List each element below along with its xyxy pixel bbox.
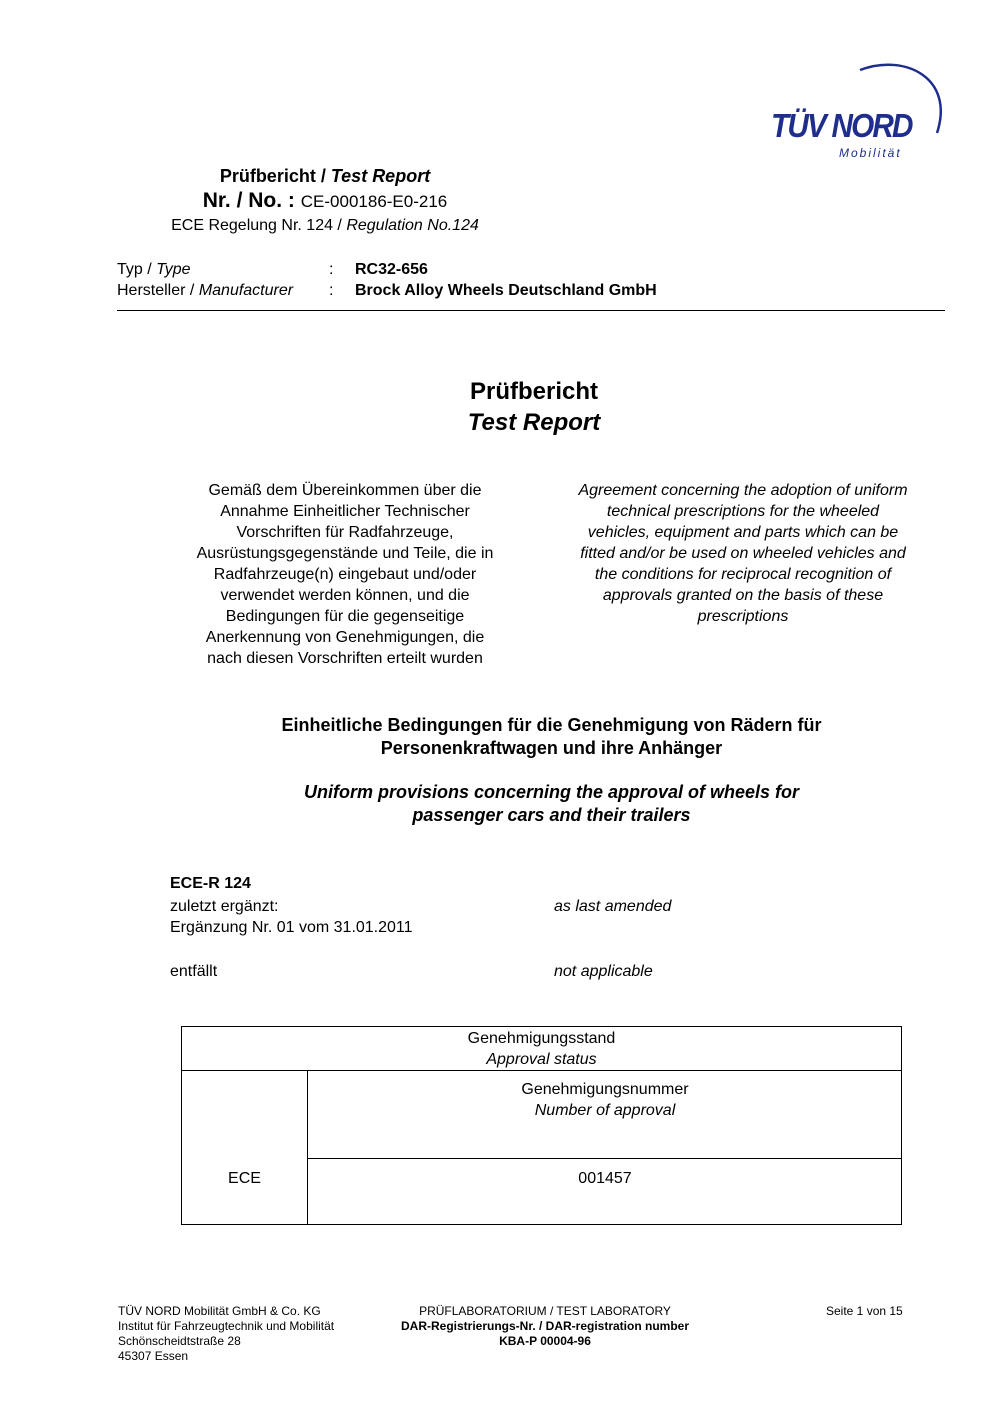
table-header: Genehmigungsstand Approval status [467, 1030, 616, 1068]
not-applicable-de: entfällt [170, 963, 218, 980]
report-number: Nr. / No. : CE-000186-E0-216 [202, 189, 448, 212]
type-value: RC32-656 [355, 261, 428, 278]
logo-subtitle: Mobilität [839, 146, 902, 160]
report-header [110, 164, 540, 237]
amended-label-en: as last amended [554, 898, 672, 915]
manufacturer-value: Brock Alloy Wheels Deutschland GmbH [355, 282, 657, 299]
amended-label-de: zuletzt ergänzt: [170, 898, 279, 915]
header-title: Prüfbericht / Test Report [219, 166, 431, 186]
approval-number-value: 001457 [578, 1170, 632, 1187]
main-title: Prüfbericht Test Report [467, 378, 601, 436]
logo-brand: TÜV NORD [771, 107, 912, 144]
table-row-label: ECE [228, 1170, 261, 1187]
agreement-text-de: Gemäß dem Übereinkommen über die Annahme Einheitlicher Technischer Vorschriften für Radfahrzeuge, Ausrüstungsgegenstände und Teile, die in Radfahrzeuge(n) eingebaut und/oder verwendet werden können, und die Bedingungen für die gegenseitige Anerkennung von Genehmigungen, die nach diesen Vorschriften erteilt wurden [196, 482, 494, 667]
table-divider-horizontal [307, 1158, 902, 1159]
agreement-text-en: Agreement concerning the adoption of uniform technical prescriptions for the wheeled vehicles, equipment and parts which can be fitted and/or be used on wheeled vehicles and the conditions for reciprocal recognition of approvals granted on the basis of these prescriptions [578, 482, 908, 625]
header-divider [117, 310, 945, 311]
not-applicable-en: not applicable [554, 963, 653, 980]
type-row: Typ / Type : RC32-656 [117, 261, 428, 278]
approval-status-table [181, 1026, 902, 1225]
manufacturer-row: Hersteller / Manufacturer : Brock Alloy Wheels Deutschland GmbH [117, 282, 657, 299]
supplement-line: Ergänzung Nr. 01 vom 31.01.2011 [170, 919, 413, 936]
regulation-line: ECE Regelung Nr. 124 / Regulation No.124 [171, 217, 479, 234]
page-number: Seite 1 von 15 [826, 1304, 903, 1318]
footer-laboratory: PRÜFLABORATORIUM / TEST LABORATORY DAR-Registrierungs-Nr. / DAR-registration number KBA-P 00004-96 [400, 1304, 690, 1348]
uniform-provisions-de: Einheitliche Bedingungen für die Genehmigung von Rädern für Personenkraftwagen und ihre Anhänger [281, 715, 822, 758]
footer-company: TÜV NORD Mobilität GmbH & Co. KG Institut für Fahrzeugtechnik und Mobilität Schönscheidtstraße 28 45307 Essen [118, 1304, 335, 1363]
uniform-provisions-en: Uniform provisions concerning the approval of wheels for passenger cars and their trailers [303, 782, 800, 825]
regulation-name: ECE-R 124 [170, 875, 251, 892]
table-header-row [182, 1027, 901, 1071]
approval-number-header: Genehmigungsnummer Number of approval [521, 1081, 689, 1119]
